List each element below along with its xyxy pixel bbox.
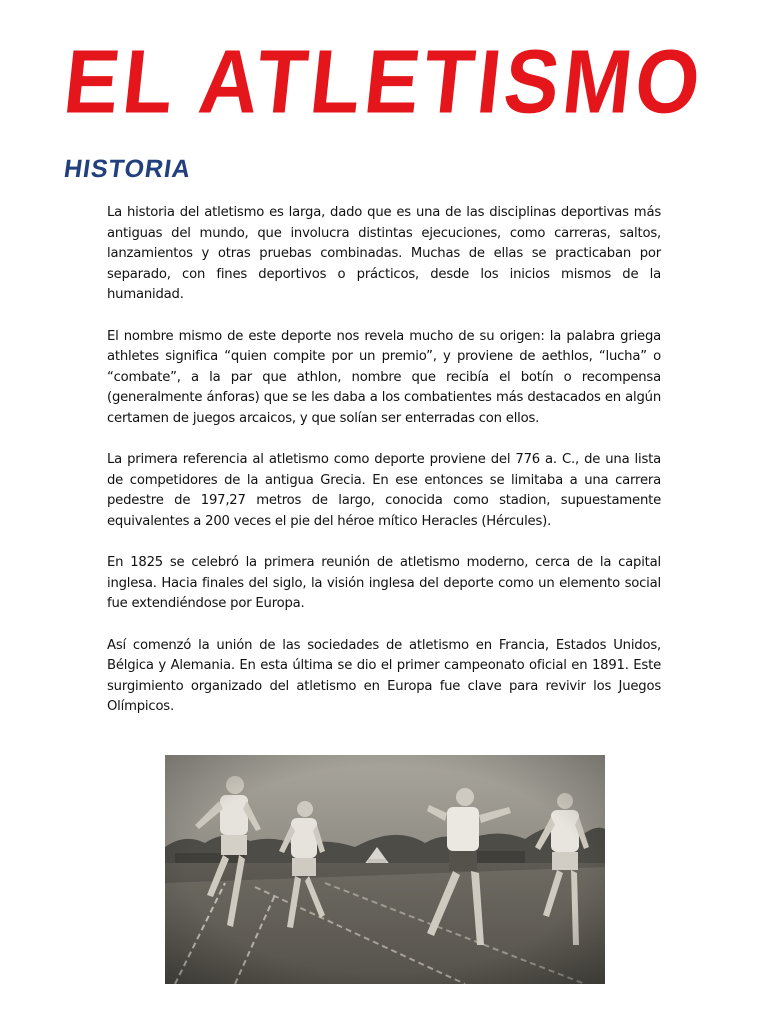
paragraph-2: El nombre mismo de este deporte nos revela mucho de su origen: la palabra griega athletes significa “quien compite por un premio”, y proviene de aethlos, “lucha” o “combate”, a la par que athlon, nombre que recibía el botín o recompensa (generalmente ánforas) que se les daba a los combatientes más destacados en algún certamen de juegos arcaicos, y que solían ser enterradas con ellos. xyxy=(107,328,661,426)
paragraph-3: La primera referencia al atletismo como deporte proviene del 776 a. C., de una lista de competidores de la antigua Grecia. En ese entonces se limitaba a una carrera pedestre de 197,27 metros de largo, conocida como stadion, supuestamente equivalentes a 200 veces el pie del héroe mítico Heracles (Hércules). xyxy=(107,452,661,529)
body-text xyxy=(107,203,661,739)
section-heading: HISTORIA xyxy=(62,155,194,183)
runners-photo xyxy=(165,755,605,984)
paragraph-5: Así comenzó la unión de las sociedades de atletismo en Francia, Estados Unidos, Bélgica y Alemania. En esta última se dio el primer campeonato oficial en 1891. Este surgimiento organizado del atletismo en Europa fue clave para revivir los Juegos Olímpicos. xyxy=(107,637,661,714)
paragraph-4: En 1825 se celebró la primera reunión de atletismo moderno, cerca de la capital inglesa. Hacia finales del siglo, la visión inglesa del deporte como un elemento social fue extendiéndose por Europa. xyxy=(107,555,661,611)
paragraph-1: La historia del atletismo es larga, dado que es una de las disciplinas deportivas más antiguas del mundo, que involucra distintas ejecuciones, como carreras, saltos, lanzamientos y otras pruebas combinadas. Muchas de ellas se practicaban por separado, con fines deportivos o prácticos, desde los inicios mismos de la humanidad. xyxy=(107,205,661,302)
document-title: EL ATLETISMO xyxy=(59,32,709,133)
